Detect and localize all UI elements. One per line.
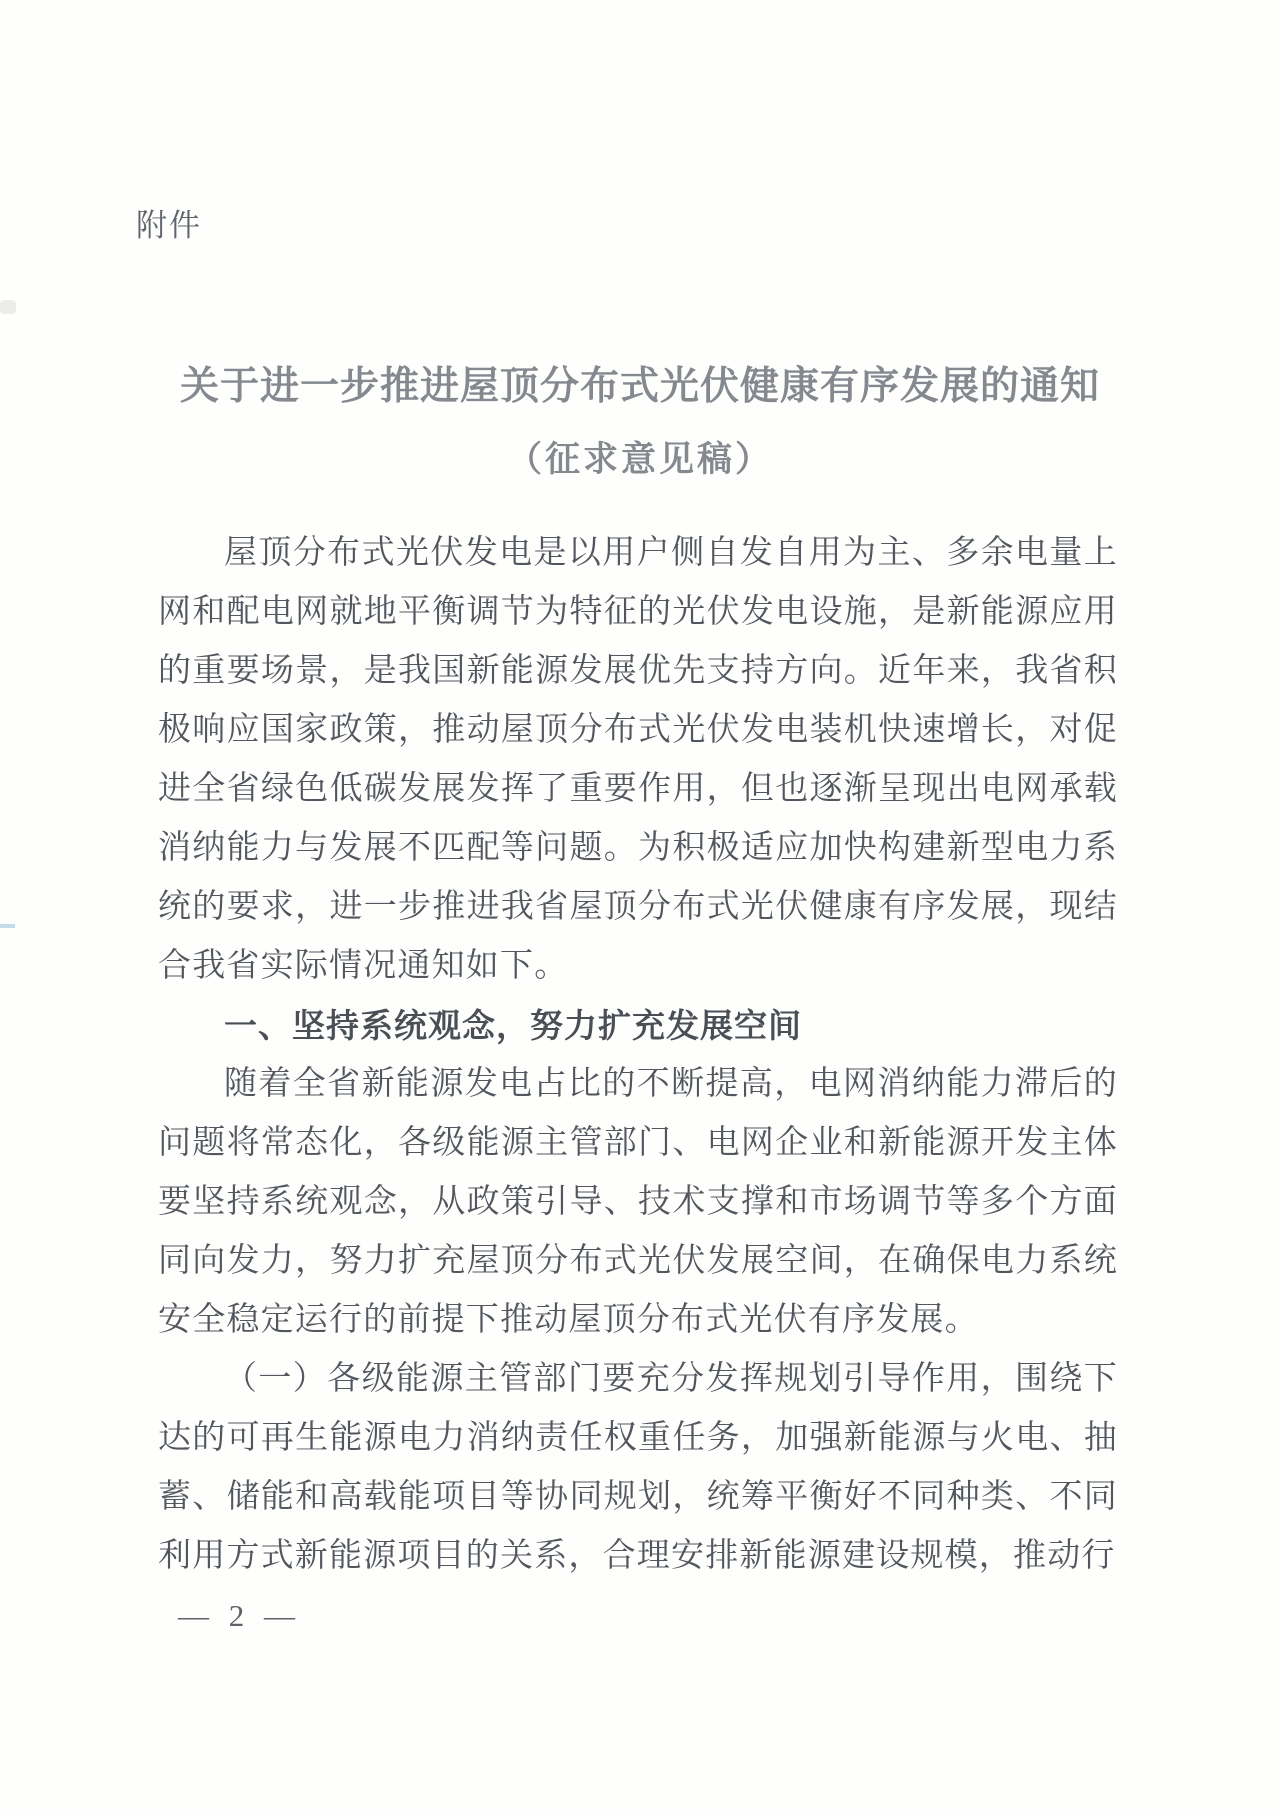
body-paragraph: 屋顶分布式光伏发电是以用户侧自发自用为主、多余电量上网和配电网就地平衡调节为特征的光伏发电设施，是新能源应用的重要场景，是我国新能源发展优先支持方向。近年来，我省积极响应国家政策，推动屋顶分布式光伏发电装机快速增长，对促进全省绿色低碳发展发挥了重要作用，但也逐渐呈现出电网承载消纳能力与发展不匹配等问题。为积极适应加快构建新型电力系统的要求，进一步推进我省屋顶分布式光伏健康有序发展，现结合我省实际情况通知如下。 (158, 535, 1118, 984)
scan-artifact-gray (0, 300, 16, 314)
document-subtitle: （征求意见稿） (506, 440, 773, 479)
page-number: — 2 — (178, 1598, 301, 1633)
document-title: 关于进一步推进屋顶分布式光伏健康有序发展的通知 (179, 365, 1100, 408)
document-body (158, 524, 1118, 1586)
body-paragraph: （一）各级能源主管部门要充分发挥规划引导作用，围绕下达的可再生能源电力消纳责任权重任务，加强新能源与火电、抽蓄、储能和高载能项目等协同规划，统筹平衡好不同种类、不同利用方式新能源项目的关系，合理安排新能源建设规模，推动行 (158, 1361, 1118, 1574)
body-paragraph: 随着全省新能源发电占比的不断提高，电网消纳能力滞后的问题将常态化，各级能源主管部门、电网企业和新能源开发主体要坚持系统观念，从政策引导、技术支撑和市场调节等多个方面同向发力，努力扩充屋顶分布式光伏发展空间，在确保电力系统安全稳定运行的前提下推动屋顶分布式光伏有序发展。 (158, 1066, 1118, 1338)
scan-artifact-blue (0, 924, 15, 928)
attachment-label: 附件 (136, 208, 202, 243)
section-heading: 一、坚持系统观念，努力扩充发展空间 (224, 1007, 802, 1044)
